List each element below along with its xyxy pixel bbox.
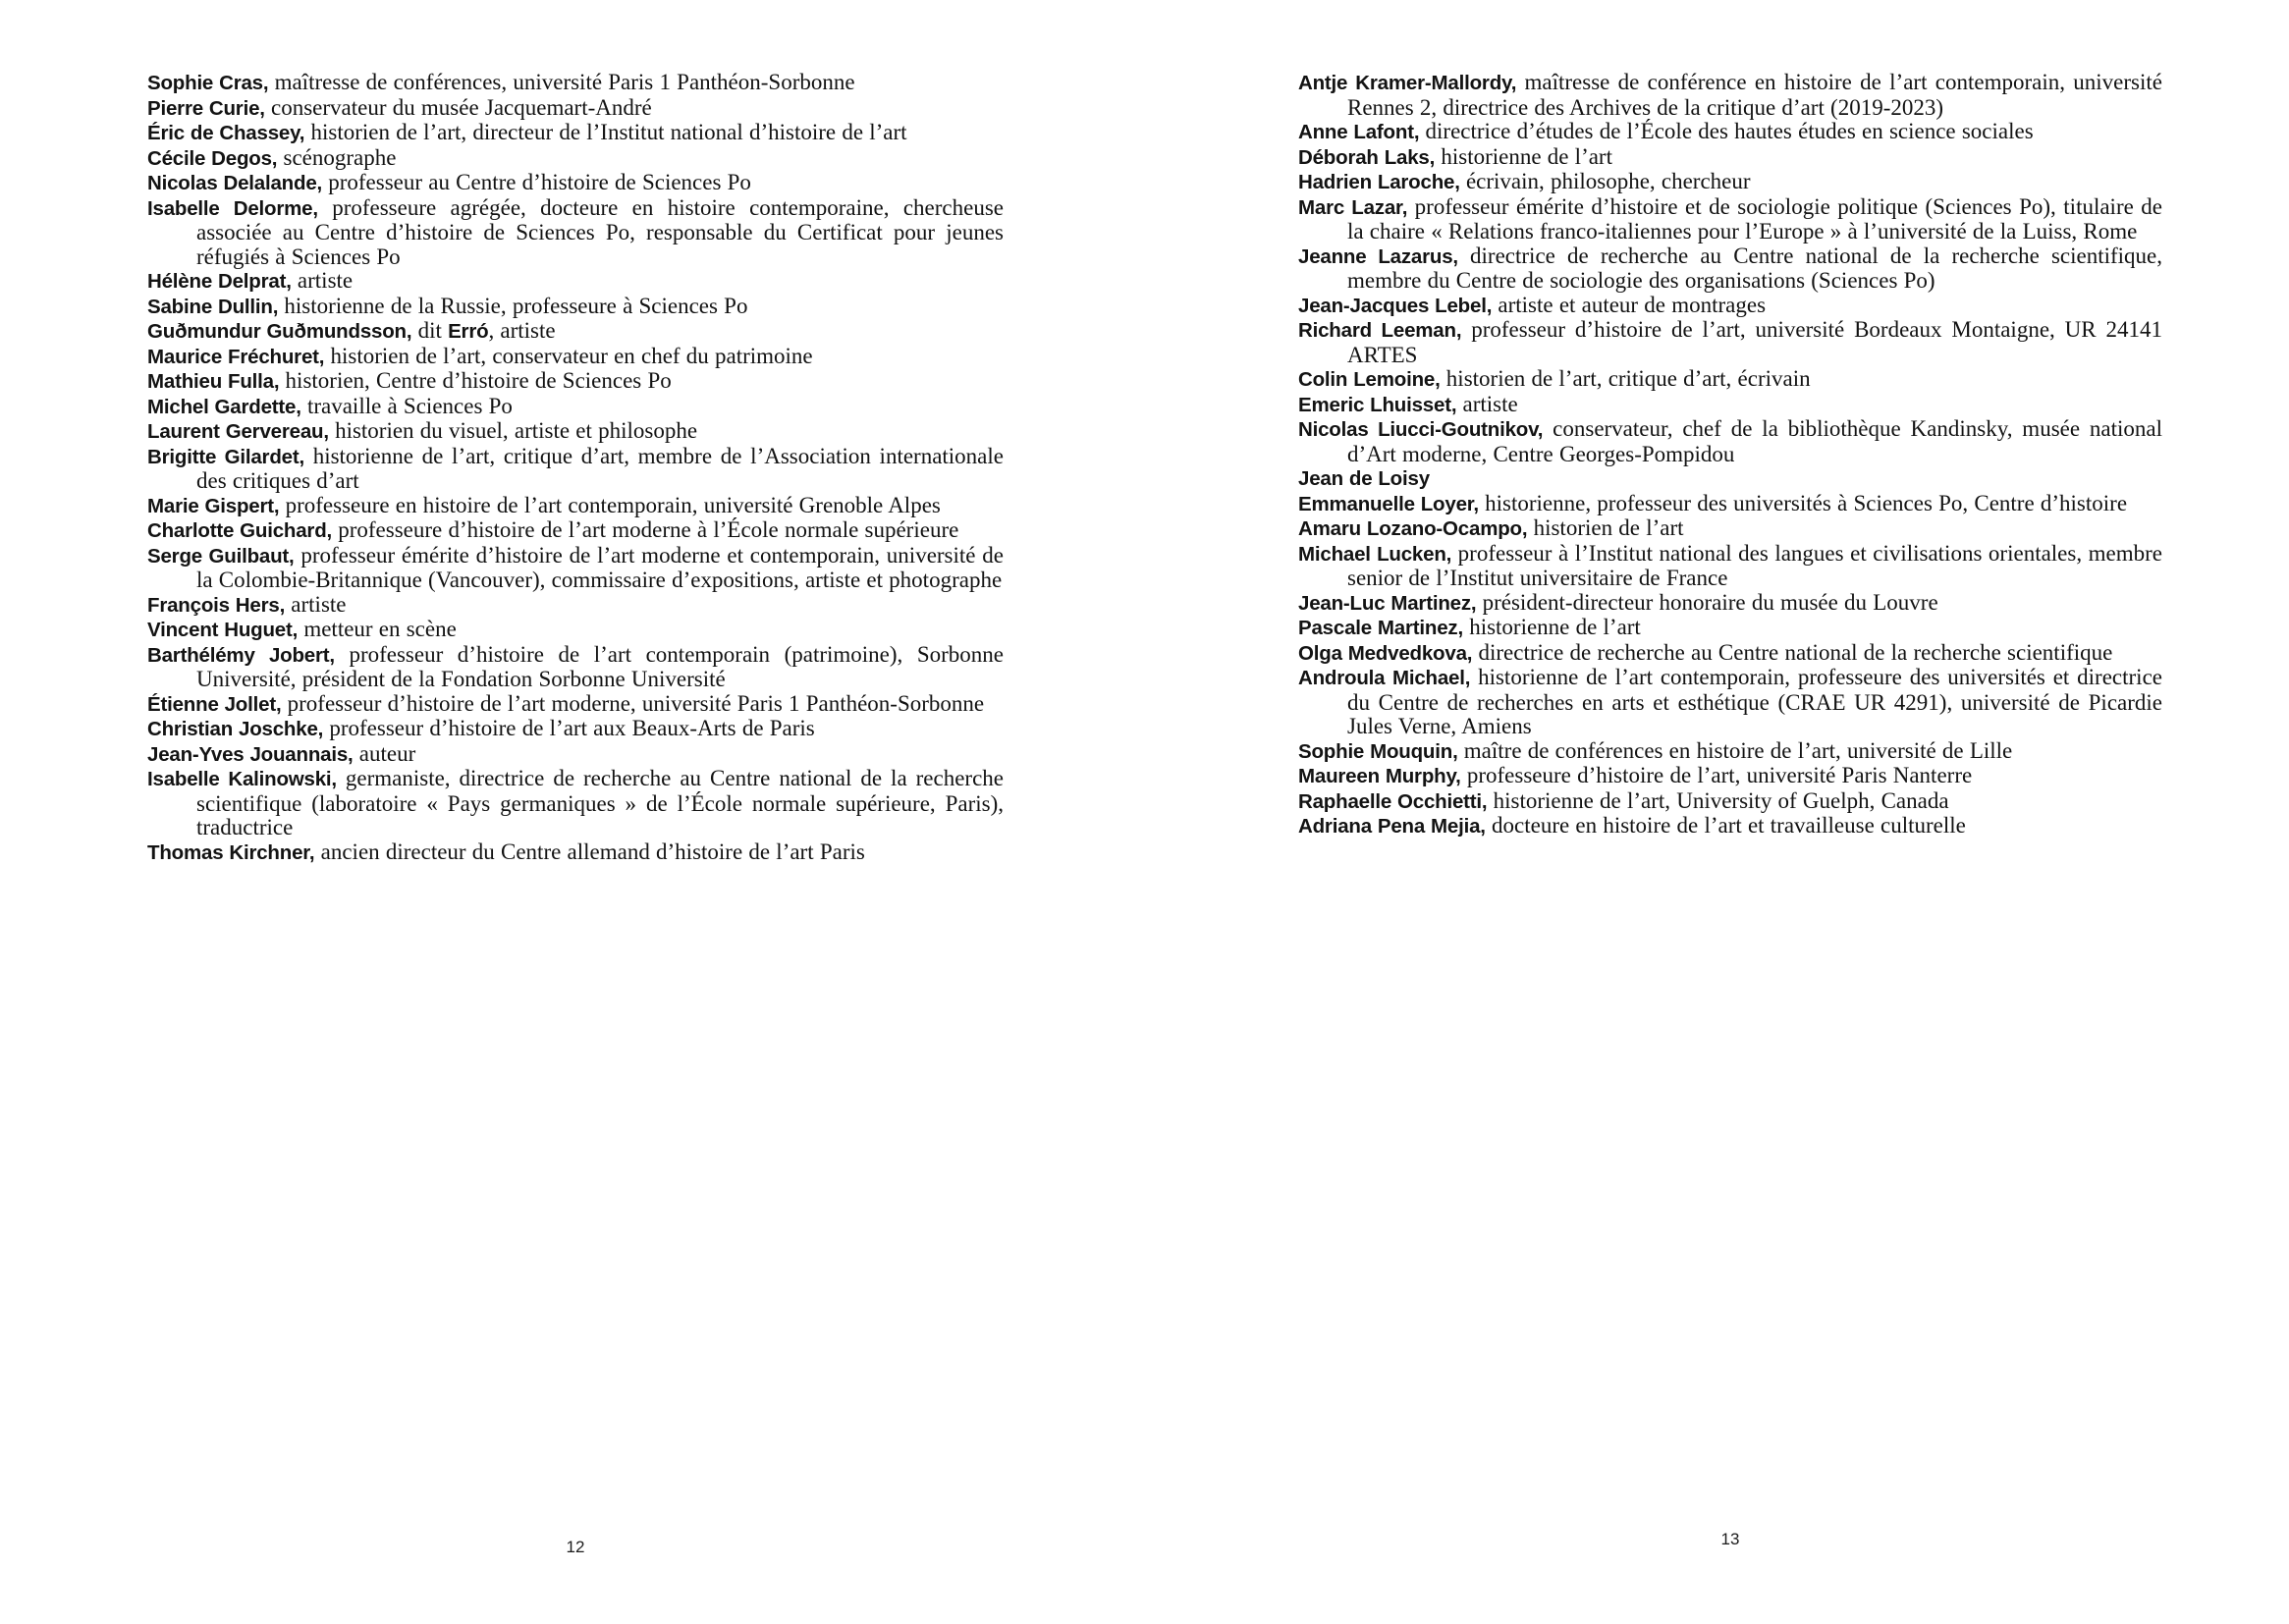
- contributor-name: Richard Leeman,: [1298, 319, 1462, 342]
- contributor-description: conservateur du musée Jacquemart-André: [264, 94, 652, 120]
- contributor-entry: [147, 767, 1004, 840]
- contributor-name: Maurice Fréchuret,: [147, 345, 325, 368]
- contributor-entry: [1298, 616, 2162, 641]
- contributor-description: historienne de l’art, University of Guelph, Canada: [1487, 787, 1949, 813]
- contributor-entry: [147, 717, 1004, 742]
- contributor-description: historien de l’art, conservateur en chef du patrimoine: [324, 343, 813, 368]
- contributor-description: directrice de recherche au Centre national de la recherche scientifique, membre du Centre de sociologie des organisations (Sciences Po): [1347, 243, 2162, 293]
- contributor-description: historien du visuel, artiste et philosophe: [328, 418, 698, 443]
- contributor-description: professeur au Centre d’histoire de Sciences Po: [322, 170, 751, 194]
- contributor-name: Pierre Curie,: [147, 96, 265, 120]
- contributor-name: Anne Lafont,: [1298, 121, 1420, 143]
- contributor-name: François Hers,: [147, 593, 286, 617]
- contributor-description: historienne de l’art contemporain, professeure des universités et directrice du Centre de recherches en arts et esthétique (CRAE UR 4291), université de Picardie Jules Verne, Amiens: [1347, 665, 2162, 738]
- contributor-name: Cécile Degos,: [147, 146, 278, 170]
- contributor-name: Hélène Delprat,: [147, 270, 292, 293]
- contributor-name: Serge Guilbaut,: [147, 544, 295, 568]
- contributor-description: historien de l’art, critique d’art, écrivain: [1440, 366, 1811, 391]
- contributor-entry: [147, 742, 1004, 768]
- contributor-description: conservateur, chef de la bibliothèque Kandinsky, musée national d’Art moderne, Centre Georges-Pompidou: [1347, 416, 2162, 466]
- contributor-name: Isabelle Kalinowski,: [147, 768, 337, 790]
- contributor-entry: [1298, 764, 2162, 789]
- contributor-name: Sabine Dullin,: [147, 295, 279, 318]
- contributor-entry: [1298, 393, 2162, 418]
- contributor-entry: [147, 319, 1004, 345]
- contributor-entry: [1298, 814, 2162, 839]
- contributor-description: travaille à Sciences Po: [300, 393, 513, 418]
- contributor-name: Pascale Martinez,: [1298, 617, 1463, 639]
- contributor-name: Colin Lemoine,: [1298, 368, 1441, 391]
- contributor-entry: [147, 544, 1004, 593]
- contributor-description: dit: [411, 318, 449, 343]
- contributor-name: Olga Medvedkova,: [1298, 641, 1473, 665]
- page-number-right: 13: [1720, 1530, 1740, 1548]
- contributor-entry: [147, 840, 1004, 866]
- contributor-name: Emeric Lhuisset,: [1298, 393, 1457, 416]
- contributor-name: Mathieu Fulla,: [147, 370, 280, 393]
- contributor-name: Hadrien Laroche,: [1298, 171, 1460, 193]
- contributor-name: Vincent Huguet,: [147, 619, 299, 641]
- contributor-entry: [1298, 739, 2162, 765]
- contributor-entry: [147, 146, 1004, 172]
- contributor-name: Éric de Chassey,: [147, 122, 305, 144]
- contributor-entry: [147, 369, 1004, 395]
- contributor-name: Isabelle Delorme,: [147, 196, 318, 220]
- contributor-name: Brigitte Gilardet,: [147, 445, 304, 468]
- contributor-name: Guðmundur Guðmundsson,: [147, 320, 412, 343]
- contributor-entry: [1298, 789, 2162, 815]
- contributor-name: Antje Kramer-Mallordy,: [1298, 72, 1517, 94]
- contributor-name: Christian Joschke,: [147, 718, 324, 740]
- contributor-name: Androula Michael,: [1298, 667, 1471, 689]
- contributor-description: maîtresse de conférences, université Paris 1 Panthéon-Sorbonne: [268, 70, 855, 94]
- contributor-entry: [147, 121, 1004, 146]
- contributor-name: Thomas Kirchner,: [147, 840, 315, 864]
- contributor-description: professeur émérite d’histoire et de sociologie politique (Sciences Po), titulaire de la chaire « Relations franco-italiennes pour l’Europe » à l’université de la Luiss, Rome: [1347, 193, 2162, 244]
- contributor-description: président-directeur honoraire du musée du Louvre: [1476, 589, 1938, 615]
- contributor-description: ancien directeur du Centre allemand d’histoire de l’art Paris: [314, 839, 865, 864]
- contributor-entry: [147, 618, 1004, 643]
- contributor-description: artiste: [285, 591, 347, 617]
- contributor-description: scénographe: [277, 144, 397, 170]
- contributor-entry: [147, 395, 1004, 420]
- contributor-description: historien de l’art, directeur de l’Institut national d’histoire de l’art: [304, 120, 907, 144]
- contributor-description: historien de l’art: [1527, 515, 1684, 540]
- contributor-description: docteure en histoire de l’art et travailleuse culturelle: [1485, 813, 1966, 838]
- contributor-description: metteur en scène: [298, 617, 457, 641]
- contributor-entry: [147, 643, 1004, 692]
- contributor-description: professeure en histoire de l’art contemporain, université Grenoble Alpes: [279, 492, 941, 517]
- contributor-description: professeur d’histoire de l’art moderne, université Paris 1 Panthéon-Sorbonne: [281, 690, 985, 716]
- contributor-name: Amaru Lozano-Ocampo,: [1298, 517, 1528, 540]
- contributor-entry: [147, 295, 1004, 320]
- contributor-description: , artiste: [488, 318, 556, 343]
- contributor-entry: [147, 71, 1004, 96]
- contributor-description: artiste et auteur de montrages: [1492, 292, 1767, 317]
- contributor-name: Nicolas Delalande,: [147, 172, 323, 194]
- contributor-description: professeur à l’Institut national des langues et civilisations orientales, membre senior de l’Institut universitaire de France: [1347, 540, 2162, 590]
- contributor-entry: [147, 196, 1004, 270]
- contributor-entry: [1298, 71, 2162, 120]
- contributor-name: Michael Lucken,: [1298, 542, 1452, 566]
- contributor-name: Michel Gardette,: [147, 395, 301, 418]
- contributor-description: historienne, professeur des universités à Sciences Po, Centre d’histoire: [1478, 490, 2128, 515]
- contributor-description: professeure agrégée, docteure en histoire contemporaine, chercheuse associée au Centre d’histoire de Sciences Po, responsable du Certificat pour jeunes réfugiés à Sciences Po: [196, 194, 1004, 269]
- contributor-description: directrice d’études de l’École des hautes études en science sociales: [1419, 119, 2034, 143]
- contributor-entry: [1298, 244, 2162, 294]
- contributor-name: Laurent Gervereau,: [147, 420, 329, 443]
- contributor-entry: [147, 96, 1004, 122]
- contributor-entry: [147, 419, 1004, 445]
- contributor-entry: [1298, 591, 2162, 617]
- contributor-name: Jeanne Lazarus,: [1298, 244, 1458, 268]
- contributor-description: écrivain, philosophe, chercheur: [1459, 169, 1751, 193]
- contributor-entry: [1298, 516, 2162, 542]
- contributor-name: Adriana Pena Mejia,: [1298, 815, 1486, 838]
- contributor-description: artiste: [291, 268, 354, 293]
- contributor-description: maître de conférences en histoire de l’art, université de Lille: [1457, 737, 2013, 763]
- contributor-entry: [1298, 641, 2162, 667]
- contributor-description: germaniste, directrice de recherche au Centre national de la recherche scientifique (laboratoire « Pays germaniques » de l’École normale supérieure, Paris), traductrice: [196, 766, 1004, 839]
- contributor-entry: [147, 269, 1004, 295]
- contributor-description: historien, Centre d’histoire de Sciences Po: [279, 368, 672, 393]
- contributor-entry: [1298, 318, 2162, 367]
- contributor-description: professeur d’histoire de l’art contemporain (patrimoine), Sorbonne Université, président de la Fondation Sorbonne Université: [196, 641, 1005, 691]
- contributor-entry: [1298, 195, 2162, 244]
- contributor-entry: [1298, 145, 2162, 171]
- contributor-name: Erró: [448, 320, 489, 343]
- contributor-name: Jean-Luc Martinez,: [1298, 591, 1477, 615]
- contributor-name: Marc Lazar,: [1298, 195, 1408, 219]
- contributor-name: Raphaelle Occhietti,: [1298, 789, 1488, 813]
- contributor-name: Maureen Murphy,: [1298, 765, 1461, 787]
- contributor-description: professeur d’histoire de l’art, université Bordeaux Montaigne, UR 24141 ARTES: [1347, 317, 2163, 367]
- page-number-left: 12: [566, 1538, 585, 1556]
- contributor-entry: [1298, 120, 2162, 145]
- contributor-name: Jean de Loisy: [1298, 467, 1430, 490]
- contributor-entry: [147, 171, 1004, 196]
- contributor-name: Sophie Mouquin,: [1298, 739, 1458, 763]
- contributor-entry: [1298, 466, 2162, 492]
- contributor-name: Marie Gispert,: [147, 494, 280, 517]
- contributor-entry: [1298, 492, 2162, 517]
- contributor-description: auteur: [353, 740, 416, 766]
- page-13-text-column: [1298, 71, 2162, 839]
- contributor-name: Barthélémy Jobert,: [147, 643, 335, 667]
- contributor-name: Emmanuelle Loyer,: [1298, 492, 1479, 515]
- page-12-text-column: [147, 71, 1004, 865]
- contributor-entry: [1298, 542, 2162, 591]
- contributor-entry: [147, 593, 1004, 619]
- contributor-name: Sophie Cras,: [147, 72, 269, 94]
- contributor-description: professeur émérite d’histoire de l’art moderne et contemporain, université de la Colombie-Britannique (Vancouver), commissaire d’expositions, artiste et photographe: [196, 542, 1004, 592]
- contributor-description: directrice de recherche au Centre national de la recherche scientifique: [1472, 639, 2113, 665]
- contributor-entry: [1298, 294, 2162, 319]
- contributor-name: Étienne Jollet,: [147, 692, 282, 716]
- contributor-entry: [147, 692, 1004, 718]
- contributor-name: Déborah Laks,: [1298, 145, 1436, 169]
- contributor-description: historienne de l’art, critique d’art, membre de l’Association internationale des critiques d’art: [196, 443, 1004, 493]
- contributor-description: historienne de la Russie, professeure à Sciences Po: [278, 293, 748, 318]
- contributor-entry: [147, 445, 1004, 494]
- contributor-name: Jean-Yves Jouannais,: [147, 742, 354, 766]
- contributor-description: maîtresse de conférence en histoire de l’art contemporain, université Rennes 2, directrice des Archives de la critique d’art (2019-2023): [1347, 70, 2162, 120]
- contributor-description: historienne de l’art: [1462, 615, 1641, 639]
- contributor-entry: [147, 518, 1004, 544]
- contributor-entry: [1298, 666, 2162, 739]
- contributor-name: Nicolas Liucci-Goutnikov,: [1298, 418, 1544, 441]
- contributor-name: Charlotte Guichard,: [147, 519, 333, 542]
- contributor-name: Jean-Jacques Lebel,: [1298, 294, 1493, 317]
- contributor-entry: [147, 345, 1004, 370]
- contributor-entry: [1298, 170, 2162, 195]
- contributor-description: professeure d’histoire de l’art moderne à l’École normale supérieure: [332, 517, 959, 542]
- contributor-entry: [1298, 367, 2162, 393]
- contributor-entry: [147, 494, 1004, 519]
- contributor-description: professeur d’histoire de l’art aux Beaux-Arts de Paris: [323, 716, 815, 740]
- contributor-description: artiste: [1456, 391, 1518, 416]
- contributor-entry: [1298, 417, 2162, 466]
- contributor-description: professeure d’histoire de l’art, université Paris Nanterre: [1460, 763, 1973, 787]
- contributor-description: historienne de l’art: [1435, 143, 1612, 169]
